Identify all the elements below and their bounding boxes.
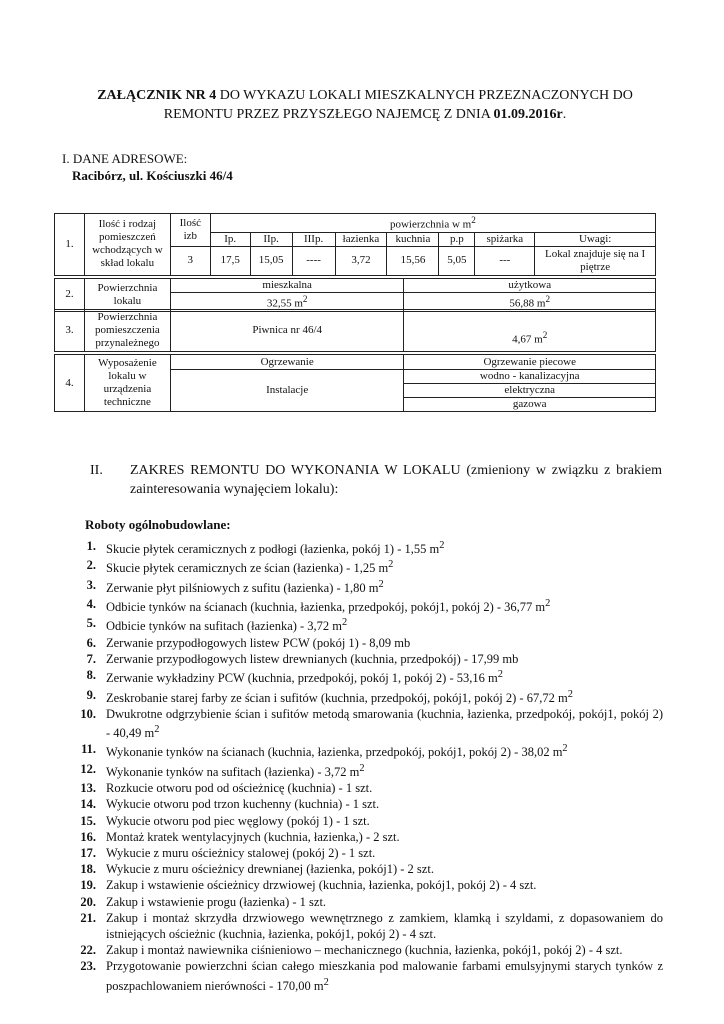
address-heading: I. DANE ADRESOWE:: [62, 151, 188, 166]
works-list: [70, 538, 663, 994]
auxiliary-room-area: 4,67 $m^2$: [404, 310, 656, 352]
list-item: 11. Wykonanie tynków na ścianach (kuchnia, łazienka, przedpokój, pokój1, pokój 2) - 38,02 $m^2$: [81, 742, 568, 760]
area-value: ---: [475, 246, 535, 275]
list-item: 1. Skucie płytek ceramicznych z podłogi (łazienka, pokój 1) - 1,55 $m^2$: [86, 539, 445, 557]
heating-label: Ogrzewanie: [170, 355, 404, 370]
section-2-number: II.: [90, 463, 103, 478]
row-number: 4.: [55, 355, 85, 412]
col-header: spiżarka: [475, 232, 535, 246]
list-item: 17. Wykucie z muru ościeżnicy stalowej (pokój 2) - 1 szt.: [80, 846, 376, 861]
list-item: 2. Skucie płytek ceramicznych ze ścian (łazienka) - 1,25 $m^2$: [86, 558, 394, 576]
list-item: 18. Wykucie z muru ościeżnicy drewnianej (łazienka, pokój1) - 2 szt.: [80, 862, 434, 877]
col-header: kuchnia: [387, 232, 439, 246]
col-header: Uwagi:: [535, 232, 656, 246]
list-item: 3. Zerwanie płyt pilśniowych z sufitu (łazienka) - 1,80 $m^2$: [86, 577, 384, 595]
area-value: 5,05: [439, 246, 475, 275]
list-item: 13. Rozkucie otworu pod od ościeżnicę (kuchnia) - 1 szt.: [80, 781, 373, 796]
installation-value: elektryczna: [404, 384, 656, 398]
area-value: 15,56: [387, 246, 439, 275]
col-header: IIIp.: [292, 232, 335, 246]
row-number: 3.: [55, 310, 85, 352]
list-item: 7. Zerwanie przypodłogowych listew drewnianych (kuchnia, przedpokój) - 17,99 mb: [86, 652, 519, 666]
list-item: 6. Zerwanie przypodłogowych listew PCW (pokój 1) - 8,09 mb: [86, 635, 411, 650]
list-item: 19. Zakup i wstawienie ościeżnicy drzwiowej (kuchnia, łazienka, pokój1, pokój 2) - 4 szt.: [80, 878, 537, 893]
col-header: p.p: [439, 232, 475, 246]
usable-area-value: 56,88 $m^2$: [404, 293, 656, 312]
equipment-label: Wyposażenie lokalu w urządzenia techniczne: [84, 355, 170, 412]
area-value: 15,05: [250, 246, 292, 275]
list-item: 4. Odbicie tynków na ścianach (kuchnia, łazienka, przedpokój, pokój1, pokój 2) - 36,77 $m^2$: [86, 597, 551, 615]
row-number: 2.: [55, 279, 85, 312]
room-count-label: Ilość izb: [170, 214, 210, 247]
address-value: Racibórz, ul. Kościuszki 46/4: [72, 168, 233, 183]
auxiliary-room-table: [54, 309, 656, 352]
room-count-value: 3: [170, 246, 210, 275]
flat-area-table: [54, 278, 656, 312]
installation-value: wodno - kanalizacyjna: [404, 370, 656, 384]
area-header: powierzchnia w $m^2$: [210, 214, 655, 233]
section-2-heading: ZAKRES REMONTU DO WYKONANIA W LOKALU (zmieniony w związku z brakiem zainteresowania wynajęciem lokalu):: [130, 463, 662, 497]
list-item: 21. Zakup i montaż skrzydła drzwiowego wewnętrznego z zamkiem, klamką i szyldami, z dopasowaniem do istniejących ościeżnic (kuchnia, łazienka, pokój1, pokój 2) - 4 szt.: [80, 910, 663, 942]
list-item: 5. Odbicie tynków na sufitach (łazienka) - 3,72 $m^2$: [86, 616, 348, 634]
col-header: IIp.: [250, 232, 292, 246]
list-item: 10. Dwukrotne odgrzybienie ścian i sufitów metodą smarowania (kuchnia, łazienka, przedpokój, pokój1, pokój 2) - 40,49 $m^2$: [80, 706, 663, 741]
area-value: 3,72: [335, 246, 387, 275]
list-item: 23. Przygotowanie powierzchni ścian całego mieszkania pod malowanie farbami emulsyjnymi starych tynków z poszpachlowaniem nierówności - 170,00 $m^2$: [80, 959, 663, 993]
usable-area-label: użytkowa: [404, 279, 656, 293]
list-item: 22. Zakup i montaż nawiewnika ciśnieniowo – mechanicznego (kuchnia, łazienka, pokój1, pokój 2) - 4 szt.: [80, 943, 623, 958]
address-section: [62, 150, 233, 184]
row-number: 1.: [55, 214, 85, 276]
list-item: 15. Wykucie otworu pod piec węglowy (pokój 1) - 1 szt.: [80, 813, 370, 828]
title-text: DO WYKAZU LOKALI MIESZKALNYCH PRZEZNACZONYCH DO: [219, 88, 633, 103]
col-header: Ip.: [210, 232, 250, 246]
installation-value: gazowa: [404, 398, 656, 412]
title-annex-number: ZAŁĄCZNIK NR 4: [97, 88, 217, 103]
heating-value: Ogrzewanie piecowe: [404, 355, 656, 370]
living-area-value: 32,55 $m^2$: [170, 293, 404, 312]
flat-area-label: Powierzchnia lokalu: [84, 279, 170, 312]
list-item: 16. Montaż kratek wentylacyjnych (kuchnia, łazienka,) - 2 szt.: [80, 829, 400, 844]
living-area-label: mieszkalna: [170, 279, 404, 293]
auxiliary-room-label: Powierzchnia pomieszczenia przynależnego: [84, 310, 170, 352]
list-item: 9. Zeskrobanie starej farby ze ścian i sufitów (kuchnia, przedpokój, pokój1, pokój 2) - 67,72 $m^2$: [86, 687, 573, 705]
col-header: łazienka: [335, 232, 387, 246]
document-title: ZAŁĄCZNIK NR 4 DO WYKAZU LOKALI MIESZKALNYCH PRZEZNACZONYCH DO REMONTU PRZEZ PRZYSZŁEGO NAJEMCĘ Z DNIA 01.09.2016r.: [97, 88, 633, 122]
title-date: 01.09.2016r: [493, 107, 563, 122]
list-item: 12. Wykonanie tynków na sufitach (łazienka) - 3,72 $m^2$: [80, 761, 365, 779]
works-subheading: Roboty ogólnobudowlane:: [85, 517, 231, 532]
rooms-table: [54, 213, 656, 276]
equipment-table: [54, 354, 656, 412]
title-text-line2: REMONTU PRZEZ PRZYSZŁEGO NAJEMCĘ Z DNIA: [163, 107, 491, 122]
area-value: ----: [292, 246, 335, 275]
auxiliary-room-name: Piwnica nr 46/4: [170, 310, 404, 352]
area-value: 17,5: [210, 246, 250, 275]
list-item: 20. Zakup i wstawienie progu (łazienka) - 1 szt.: [80, 894, 327, 909]
remarks-value: Lokal znajduje się na I piętrze: [535, 246, 656, 275]
rooms-label: Ilość i rodzaj pomieszczeń wchodzących w skład lokalu: [84, 214, 170, 276]
installations-label: Instalacje: [170, 370, 404, 412]
list-item: 14. Wykucie otworu pod trzon kuchenny (kuchnia) - 1 szt.: [80, 797, 380, 812]
list-item: 8. Zerwanie wykładziny PCW (kuchnia, przedpokój, pokój 1, pokój 2) - 53,16 $m^2$: [86, 668, 503, 686]
